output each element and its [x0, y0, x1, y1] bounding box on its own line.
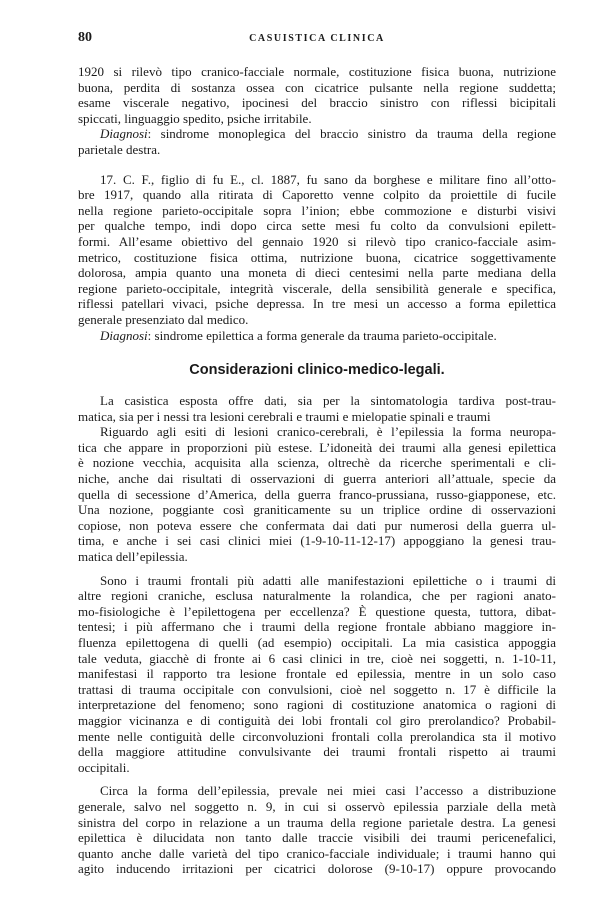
text-line: quanto anche dalle varietà del tipo cranico-facciale individuale; i traumi hanno qui: [78, 845, 556, 861]
text-line: tima, e anche i sei casi clinici miei (1-9-10-11-12-17) appoggiano la genesi trau-: [78, 533, 556, 549]
text-line: nella regione parieto-occipitale sopra l’inion; ebbe commozione e disturbi visivi: [78, 202, 556, 218]
text-line: altre regioni craniche, esclusa naturalmente la rolandica, che per ragioni anato-: [78, 588, 556, 604]
text-line: buona, perdita di sostanza ossea con cicatrice pulsante nella regione suddetta;: [78, 79, 556, 95]
text-line: 17. C. F., figlio di fu E., cl. 1887, fu sano da borghese e militare fino all’otto-: [100, 171, 556, 187]
text-line: per qualche tempo, indi dopo circa sette mesi fu colto da convulsioni epilett-: [78, 218, 556, 234]
text-line: tentesi; i più affermano che i traumi della regione frontale abbiano maggiore in-: [78, 619, 556, 635]
text-line: matica dell’epilessia.: [78, 549, 188, 565]
text-line: formi. All’esame obiettivo del gennaio 1920 si rilevò tipo cranico-facciale asim-: [78, 233, 556, 249]
paragraph: [78, 783, 556, 877]
text-line: Una nozione, poggiante così graniticamente su un triplice ordine di osservazioni: [78, 502, 556, 518]
page-header: [78, 30, 556, 48]
text-line: Sono i traumi frontali più adatti alle manifestazioni epilettiche o i traumi di: [100, 572, 556, 588]
text-line: interpretazione del fenomeno; sono ragioni di costituzione anatomica o ragioni di: [78, 697, 556, 713]
text-line: riflessi patellari vivaci, psiche depressa. In tre mesi un accesso a forma epilettica: [78, 296, 556, 312]
text-line: matica, sia per i nessi tra lesioni cerebrali e traumi e mielopatie spinali e traumi: [78, 408, 491, 424]
text-line: è nozione vecchia, acquisita alla scienza, oltrechè da ricerche sperimentali e cli-: [78, 455, 556, 471]
diagnosis-paragraph: [78, 328, 556, 344]
text-line: tale veduta, giacchè di fronte ai 6 casi clinici in tre, cioè nei soggetti, n. 1-10-11,: [78, 650, 556, 666]
text-line: niche, anche dai risultati di osservazioni di guerra anteriori all’attuale, specie da: [78, 471, 556, 487]
text-line: La casistica esposta offre dati, sia per la sintomatologia tardiva post-trau-: [100, 393, 556, 409]
diagnosis-text: : sindrome monoplegica del braccio sinistro da trauma della regione: [147, 126, 556, 142]
text-line: [78, 126, 556, 142]
paragraph: [78, 393, 556, 424]
diagnosis-text: : sindrome epilettica a forma generale da trauma parieto-occipitale.: [147, 327, 497, 343]
paragraph: [78, 573, 556, 776]
text-line: maggior vicinanza e di contiguità dei lobi frontali col giro prerolandico? Probabil-: [78, 712, 556, 728]
diagnosis-label: Diagnosi: [100, 126, 148, 142]
text-line: mo-fisiologiche è l’epilettogena per eccellenza? È questione questa, tuttora, dibat-: [78, 603, 556, 619]
diagnosis-label: Diagnosi: [100, 327, 148, 343]
text-line: quella di secessione d’America, della guerra franco-prussiana, russo-giapponese, etc.: [78, 486, 556, 502]
text-line: manifestasi il rapporto tra lesione frontale ed epilessia, mentre in un solo caso: [78, 666, 556, 682]
text-line: epilettica è dilucidata non tanto dalle traccie visibili dei traumi pericenefalici,: [78, 830, 556, 846]
text-line: parietale destra.: [78, 141, 161, 157]
case-paragraph: [78, 172, 556, 328]
section-heading: Considerazioni clinico-medico-legali.: [189, 362, 445, 379]
text-line: dolorosa, ampia quanto una moneta di dieci centesimi nella parte mediana della: [78, 265, 556, 281]
paragraph: [78, 424, 556, 564]
text-line: fluenza epilettogena di quelli (ad esempio) occipitali. La mia casistica appoggia: [78, 635, 556, 650]
text-line: copiose, non poteva essere che confermata dai dati pur numerosi della guerra ul-: [78, 517, 556, 533]
text-line: mente nelle contiguità delle circonvoluzioni frontali colla prerolandica sta il motivo: [78, 728, 556, 744]
text-line: generale, salvo nel soggetto n. 9, in cui si osservò epilessia parziale della metà: [78, 798, 556, 814]
text-line: trattasi di trauma occipitale con convulsioni, cioè nel soggetto n. 17 è difficile la: [78, 681, 556, 697]
text-line: Circa la forma dell’epilessia, prevale nei miei casi l’accesso a distribuzione: [100, 783, 556, 799]
running-head: CASUISTICA CLINICA: [249, 33, 385, 44]
text-line: tica che appare in proporzioni più estese. L’idoneità dei traumi alla genesi epilettica: [78, 439, 556, 455]
text-line: sinistra del corpo in relazione a un trauma della regione parietale destra. La genesi: [78, 814, 556, 830]
text-line: regione parieto-occipitale, integrità viscerale, della sensibilità generale e specifica,: [78, 280, 556, 296]
text-line: generale presenziato dal medico.: [78, 311, 249, 327]
text-line: spiccati, linguaggio spedito, psiche irritabile.: [78, 110, 312, 126]
paragraph: [78, 64, 556, 126]
text-line: Riguardo agli esiti di lesioni cranico-cerebrali, è l’epilessia la forma neuropa-: [100, 424, 556, 440]
text-line: occipitali.: [78, 759, 130, 775]
text-line: agito inducendo irritazioni per cicatrici dolorose (9-10-17) oppure provocando: [78, 861, 556, 877]
text-line: [78, 328, 556, 344]
text-line: esame viscerale negativo, ipocinesi del braccio sinistro con riflessi bicipitali: [78, 95, 556, 111]
text-line: 1920 si rilevò tipo cranico-facciale normale, costituzione fisica buona, nutrizione: [78, 64, 556, 79]
text-line: bre 1917, quando alla ritirata di Caporetto venne colpito da proiettile di fucile: [78, 187, 556, 203]
page-number: 80: [78, 30, 92, 45]
text-line: della maggiore attitudine convulsivante dei traumi frontali rispetto ai traumi: [78, 744, 556, 760]
diagnosis-paragraph: [78, 126, 556, 157]
text-line: metrico, costituzione fisica ottima, nutrizione buona, cicatrice soggettivamente: [78, 249, 556, 265]
body-text: [78, 64, 556, 877]
